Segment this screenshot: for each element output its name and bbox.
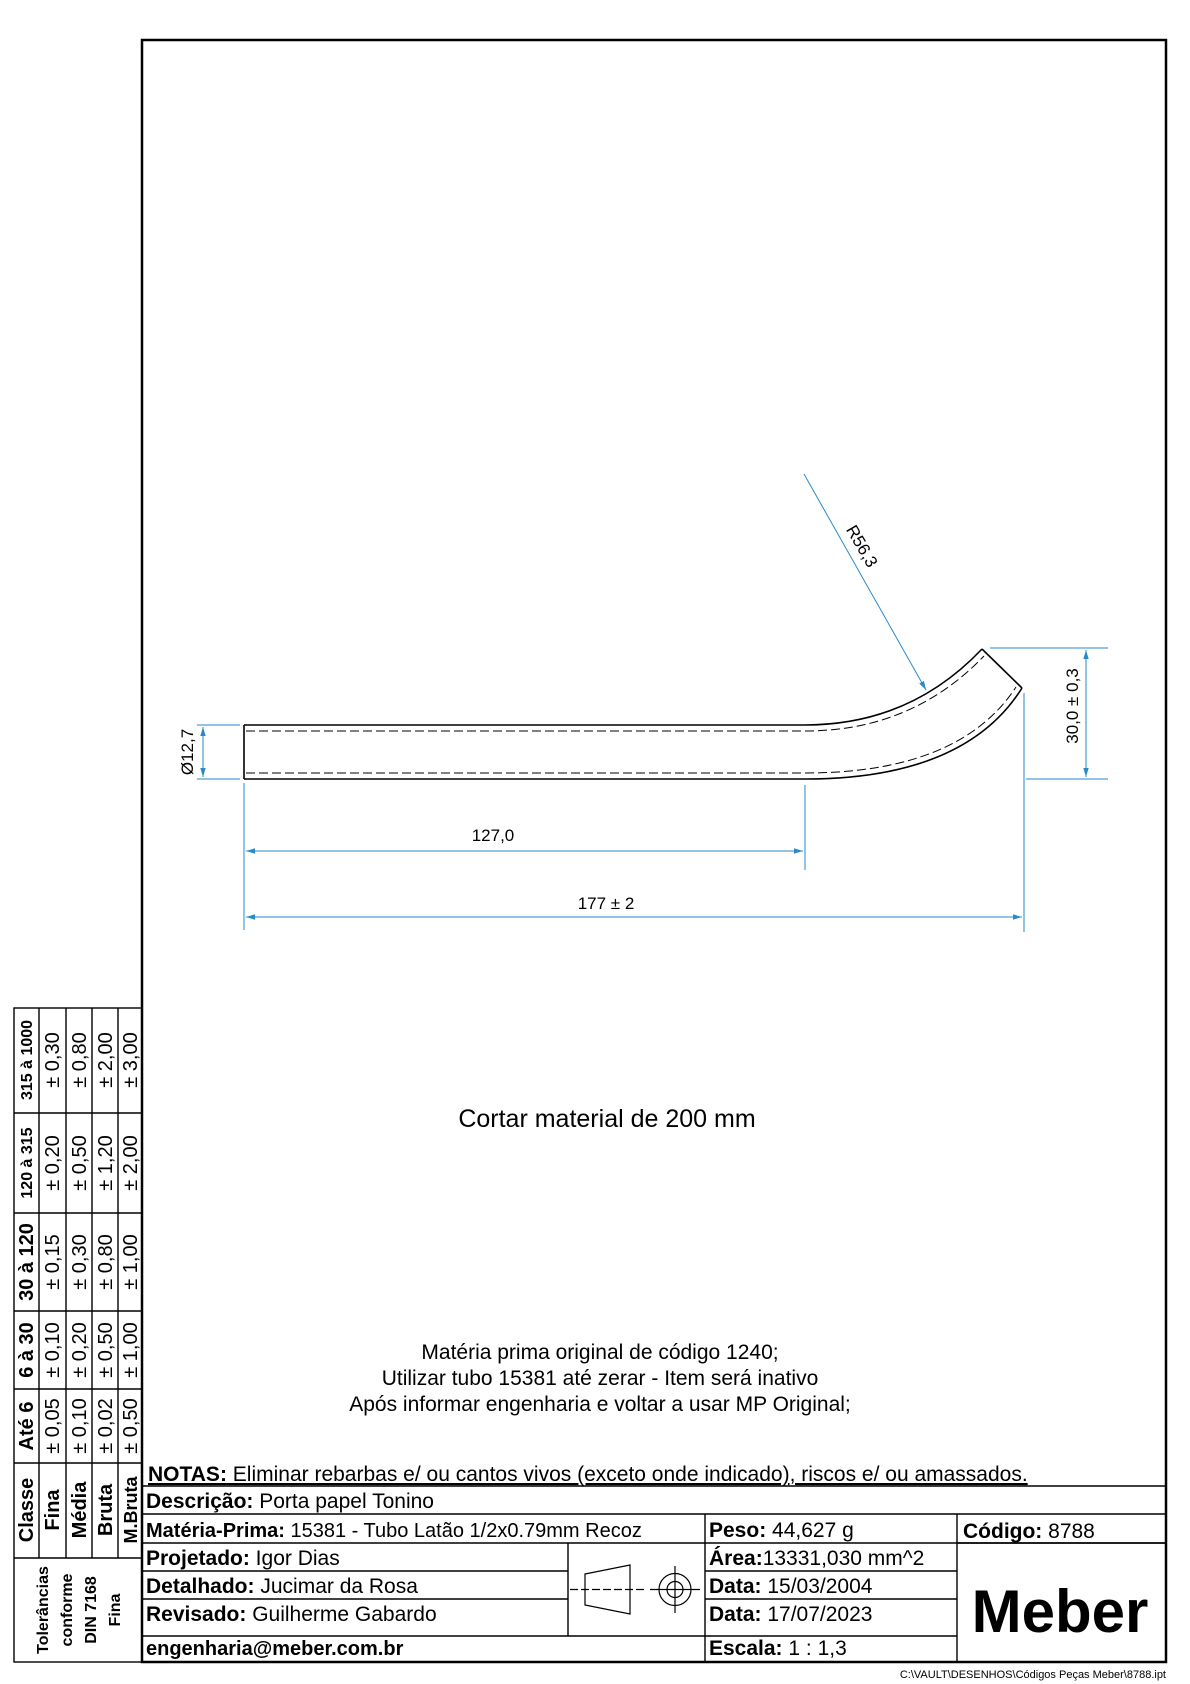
tol-fina-ate-6: ± 0,05 — [42, 1398, 64, 1454]
tol-header-30-120: 30 à 120 — [16, 1223, 38, 1301]
tube-outline-top — [244, 649, 982, 725]
tol-class-bruta: Bruta — [95, 1483, 117, 1537]
material-note-line-1: Matéria prima original de código 1240; — [421, 1341, 779, 1364]
peso-value: 44,627 g — [766, 1519, 854, 1542]
materia-prima-label: Matéria-Prima: — [146, 1520, 285, 1542]
tol-class-mbruta: M.Bruta — [121, 1476, 141, 1544]
tol-fina-30-120: ± 0,15 — [42, 1234, 64, 1290]
material-note-line-3: Após informar engenharia e voltar a usar MP Original; — [349, 1393, 851, 1416]
dimensions — [197, 474, 1108, 932]
area-label: Área: — [709, 1547, 763, 1570]
first-angle-projection-icon — [570, 1565, 700, 1614]
tol-mbruta-315-1000: ± 3,00 — [120, 1032, 142, 1088]
tol-caption-4: Fina — [107, 1593, 124, 1627]
escala-row — [709, 1637, 847, 1660]
tol-bruta-315-1000: ± 2,00 — [95, 1032, 117, 1088]
codigo-label: Código: — [963, 1520, 1043, 1543]
total-length-dimension: 177 ± 2 — [577, 894, 635, 913]
tol-bruta-6-30: ± 0,50 — [95, 1322, 117, 1378]
escala-value: 1 : 1,3 — [782, 1637, 847, 1660]
tube-right-end — [982, 649, 1022, 688]
codigo-row — [963, 1520, 1095, 1543]
tol-header-315-1000: 315 à 1000 — [19, 1019, 36, 1101]
data-created-value: 15/03/2004 — [761, 1575, 873, 1598]
tol-bruta-120-315: ± 1,20 — [95, 1135, 117, 1191]
tol-mbruta-6-30: ± 1,00 — [120, 1322, 142, 1378]
descricao-row — [146, 1490, 434, 1513]
materia-prima-value: 15381 - Tubo Latão 1/2x0.79mm Recoz — [284, 1520, 642, 1542]
tube-outline-bottom — [244, 688, 1022, 779]
engineering-email: engenharia@meber.com.br — [146, 1638, 404, 1660]
tol-fina-6-30: ± 0,10 — [42, 1322, 64, 1378]
descricao-value: Porta papel Tonino — [253, 1490, 434, 1513]
notes-row — [148, 1463, 1028, 1486]
detalhado-label: Detalhado: — [146, 1575, 255, 1598]
file-path: C:\VAULT\DESENHOS\Códigos Peças Meber\8788.ipt — [899, 1669, 1166, 1681]
company-logo: Meber — [971, 1578, 1149, 1645]
tol-bruta-ate-6: ± 0,02 — [95, 1398, 117, 1454]
data-created-label: Data: — [709, 1575, 762, 1598]
tol-media-30-120: ± 0,30 — [69, 1234, 91, 1290]
tolerance-table-text — [16, 1020, 142, 1654]
tol-mbruta-120-315: ± 2,00 — [120, 1135, 142, 1191]
tol-class-media: Média — [69, 1481, 91, 1539]
area-value: 13331,030 mm^2 — [762, 1547, 925, 1570]
straight-length-dimension: 127,0 — [471, 826, 515, 845]
codigo-value: 8788 — [1042, 1520, 1095, 1543]
area-row — [709, 1547, 924, 1570]
escala-label: Escala: — [709, 1637, 783, 1660]
revisado-label: Revisado: — [146, 1603, 247, 1626]
tol-header-6-30: 6 à 30 — [16, 1322, 38, 1378]
projetado-value: Igor Dias — [249, 1547, 340, 1570]
tube-part-view — [244, 649, 1022, 779]
radius-leader — [804, 474, 926, 690]
notes-text: Eliminar rebarbas e/ ou cantos vivos (exceto onde indicado), riscos e/ ou amassados. — [226, 1463, 1028, 1486]
notes-label: NOTAS: — [148, 1463, 227, 1486]
tol-bruta-30-120: ± 0,80 — [95, 1234, 117, 1290]
tol-media-315-1000: ± 0,80 — [69, 1032, 91, 1088]
tol-header-classe: Classe — [16, 1477, 38, 1543]
diameter-dimension: Ø12,7 — [178, 728, 197, 776]
tol-mbruta-30-120: ± 1,00 — [120, 1234, 142, 1290]
radius-dimension: R56,3 — [842, 521, 882, 571]
height-dimension: 30,0 ± 0,3 — [1063, 668, 1082, 744]
descricao-label: Descrição: — [146, 1490, 254, 1513]
detalhado-row — [146, 1575, 418, 1598]
data-created-row — [709, 1575, 873, 1598]
materia-prima-row — [146, 1520, 642, 1542]
data-revised-label: Data: — [709, 1603, 762, 1626]
tube-hidden-wall-top — [246, 656, 984, 731]
tol-caption-3: DIN 7168 — [83, 1576, 100, 1644]
peso-label: Peso: — [709, 1519, 767, 1542]
tol-caption-2: conforme — [59, 1573, 76, 1647]
material-note-line-2: Utilizar tubo 15381 até zerar - Item será inativo — [381, 1367, 819, 1390]
data-revised-value: 17/07/2023 — [761, 1603, 873, 1626]
tol-media-ate-6: ± 0,10 — [69, 1398, 91, 1454]
data-revised-row — [709, 1603, 872, 1626]
tol-class-fina: Fina — [42, 1489, 64, 1531]
peso-row — [709, 1519, 854, 1542]
cut-length-note: Cortar material de 200 mm — [458, 1105, 756, 1133]
detalhado-value: Jucimar da Rosa — [254, 1575, 418, 1598]
tol-fina-120-315: ± 0,20 — [42, 1135, 64, 1191]
tol-media-6-30: ± 0,20 — [69, 1322, 91, 1378]
revisado-value: Guilherme Gabardo — [246, 1603, 437, 1626]
projetado-row — [146, 1547, 340, 1570]
tol-header-120-315: 120 à 315 — [19, 1127, 36, 1199]
tol-header-ate-6: Até 6 — [16, 1401, 38, 1451]
tol-mbruta-ate-6: ± 0,50 — [120, 1398, 142, 1454]
tol-caption-1: Tolerâncias — [35, 1566, 52, 1654]
revisado-row — [146, 1603, 437, 1626]
projetado-label: Projetado: — [146, 1547, 250, 1570]
tol-fina-315-1000: ± 0,30 — [42, 1032, 64, 1088]
tube-hidden-wall-bottom — [246, 687, 1016, 773]
tol-media-120-315: ± 0,50 — [69, 1135, 91, 1191]
